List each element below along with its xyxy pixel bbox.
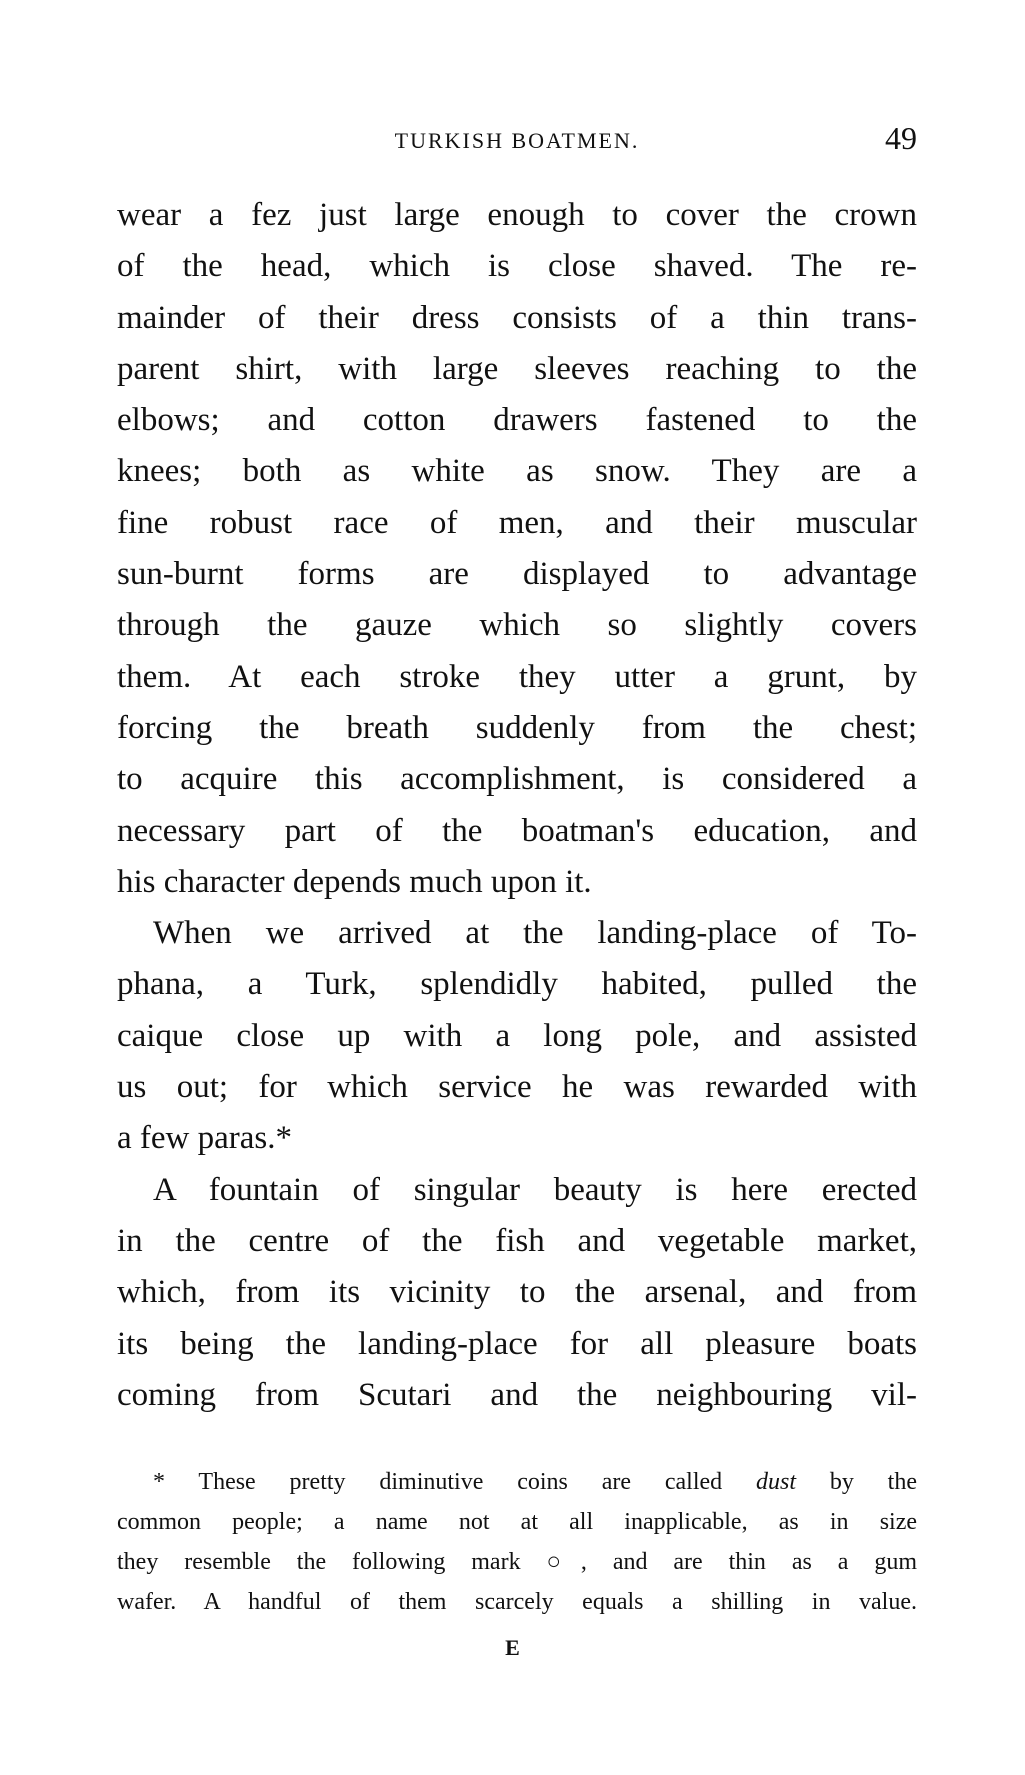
text-line: a few paras.* xyxy=(117,1120,292,1157)
text-line: them. At each stroke they utter a grunt, by xyxy=(117,658,917,695)
footnote-line: wafer. A handful of them scarcely equals a shilling in value. xyxy=(117,1589,917,1615)
text-line: fine robust race of men, and their muscular xyxy=(117,504,917,541)
footnote xyxy=(117,1462,917,1622)
footnote-line xyxy=(117,1462,917,1502)
text-line: A fountain of singular beauty is here erected xyxy=(153,1171,917,1208)
text-line: wear a fez just large enough to cover the crown xyxy=(117,197,917,233)
text-line: which, from its vicinity to the arsenal, and from xyxy=(117,1274,917,1311)
text-line: of the head, which is close shaved. The re- xyxy=(117,248,917,285)
text-line: parent shirt, with large sleeves reaching to the xyxy=(117,350,917,387)
paragraph xyxy=(117,1165,917,1421)
text-line: When we arrived at the landing-place of To- xyxy=(153,915,917,952)
text-line: us out; for which service he was rewarded with xyxy=(117,1069,917,1106)
page-header xyxy=(117,120,917,160)
text-line: his character depends much upon it. xyxy=(117,863,592,900)
text-line: to acquire this accomplishment, is considered a xyxy=(117,761,917,798)
text-line: knees; both as white as snow. They are a xyxy=(117,453,917,490)
text-line: through the gauze which so slightly covers xyxy=(117,607,917,644)
paragraph xyxy=(117,190,917,908)
paragraph xyxy=(117,908,917,1164)
text-line: elbows; and cotton drawers fastened to the xyxy=(117,402,917,439)
footnote-line: common people; a name not at all inapplicable, as in size xyxy=(117,1509,917,1535)
footnote-text: * These pretty diminutive coins are called xyxy=(153,1469,756,1495)
running-title: TURKISH BOATMEN. xyxy=(394,128,640,153)
signature-mark: E xyxy=(505,1635,520,1660)
footnote-italic-word: dust xyxy=(755,1469,796,1495)
text-line: mainder of their dress consists of a thin trans- xyxy=(117,299,917,336)
page-number: 49 xyxy=(885,120,917,156)
text-line: forcing the breath suddenly from the chest; xyxy=(117,709,917,746)
text-line: coming from Scutari and the neighbouring vil- xyxy=(117,1376,917,1413)
text-line: necessary part of the boatman's education, and xyxy=(117,812,917,849)
text-line: sun-burnt forms are displayed to advantage xyxy=(117,556,917,593)
body-text xyxy=(117,190,917,1421)
text-line: phana, a Turk, splendidly habited, pulled the xyxy=(117,966,917,1003)
text-line: its being the landing-place for all pleasure boats xyxy=(117,1325,917,1362)
footnote-text: by the xyxy=(796,1469,918,1495)
text-line: in the centre of the fish and vegetable market, xyxy=(117,1222,917,1259)
footnote-line: they resemble the following mark ○, and are thin as a gum xyxy=(117,1549,917,1575)
text-line: caique close up with a long pole, and assisted xyxy=(117,1017,917,1054)
